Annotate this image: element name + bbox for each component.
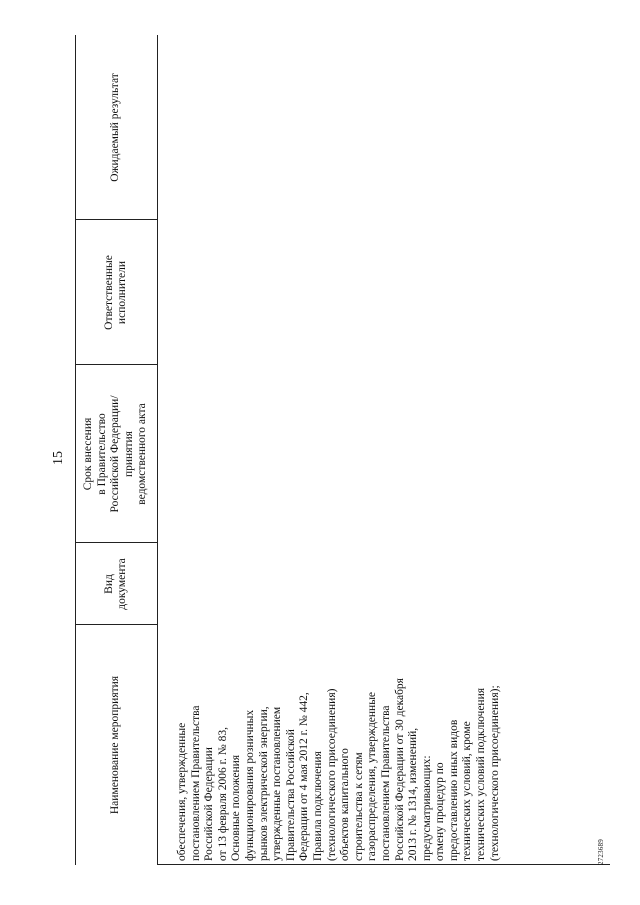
body-line: строительства к сетям	[352, 752, 365, 861]
body-line: газораспределения, утвержденные	[366, 691, 379, 861]
header-name: Наименование мероприятия	[109, 675, 122, 815]
body-line: (технологического присоединения);	[488, 685, 501, 861]
body-line: Российской Федерации	[203, 747, 216, 861]
measure-text	[176, 678, 502, 861]
body-line: от 13 февраля 2006 г. № 83,	[216, 727, 229, 861]
col-divider-5	[158, 864, 610, 865]
body-line: постановлением Правительства	[189, 705, 202, 861]
header-doc-type: Вид документа	[102, 558, 128, 610]
body-line: Российской Федерации от 30 декабря	[393, 678, 406, 861]
header-bottom-border	[157, 35, 158, 865]
page-number: 15	[51, 451, 66, 465]
body-line: предусматривающих:	[420, 755, 433, 861]
body-line: (технологического присоединения)	[325, 688, 338, 861]
body-line: утвержденные постановлением	[271, 706, 284, 861]
body-line: технических условий, кроме	[461, 721, 474, 861]
body-line: обеспечения, утвержденные	[176, 722, 188, 861]
body-line: функционирования розничных	[243, 709, 256, 861]
header-responsible: Ответственные исполнители	[102, 255, 128, 330]
body-line: 2013 г. № 1314, изменений,	[407, 727, 420, 861]
body-line: предоставлению иных видов	[447, 719, 460, 861]
body-line: Правила подключения	[311, 751, 324, 861]
body-line: Правительства Российской	[284, 729, 297, 861]
body-line: постановлением Правительства	[379, 705, 392, 861]
rotated-sheet	[45, 35, 610, 865]
body-line: технических условий подключения	[475, 687, 488, 861]
body-line: отмену процедур по	[434, 762, 447, 861]
body-line: рынков электрической энергии,	[257, 706, 270, 861]
header-deadline: Срок внесения в Правительство Российской Федерации/ принятия ведомственного акта	[82, 395, 149, 513]
body-line: Основные положения	[230, 754, 243, 861]
document-code: 2723689	[597, 839, 605, 865]
body-line: Федерации от 4 мая 2012 г. № 442,	[298, 692, 311, 861]
body-line: объектов капитального	[339, 748, 352, 861]
header-result: Ожидаемый результат	[109, 73, 122, 182]
